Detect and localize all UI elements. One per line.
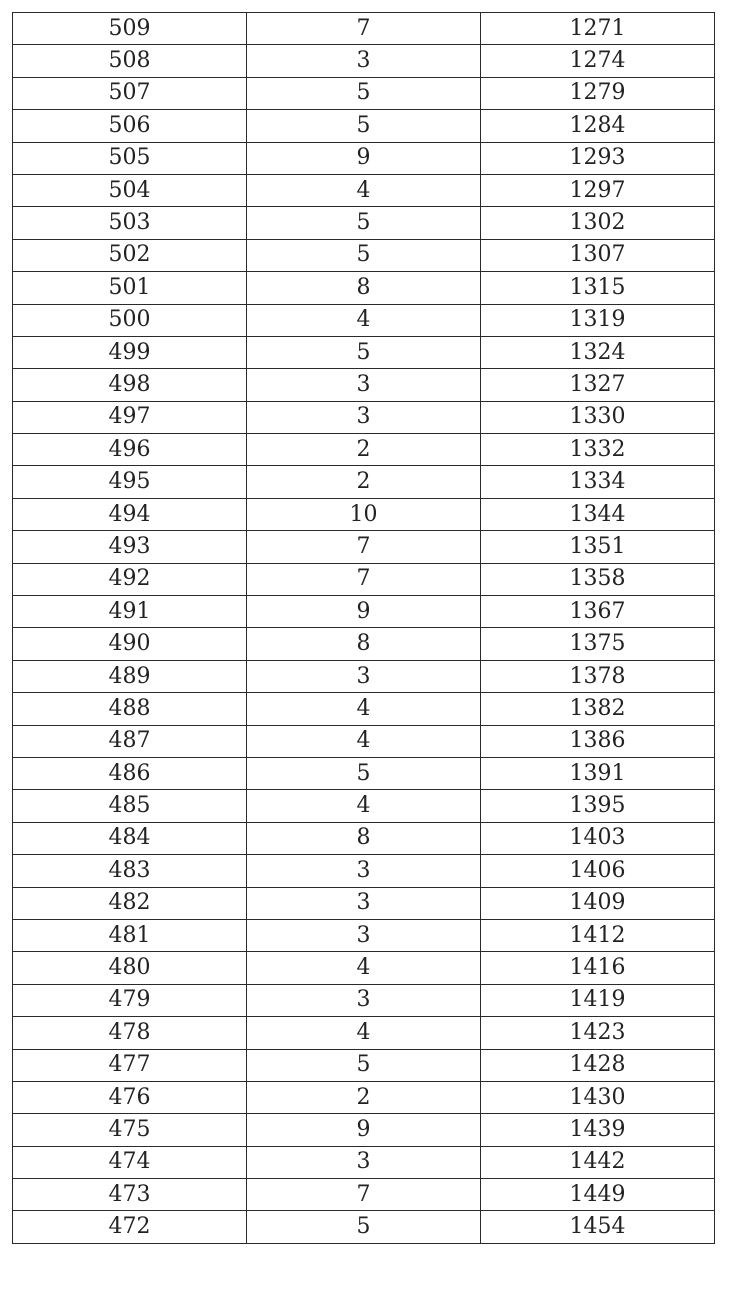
count-cell: 5 xyxy=(247,1211,481,1243)
table-row xyxy=(13,596,715,628)
table-row xyxy=(13,757,715,789)
cumulative-cell: 1307 xyxy=(481,239,715,271)
count-cell: 2 xyxy=(247,1081,481,1113)
table-row xyxy=(13,1211,715,1243)
score-cell: 480 xyxy=(13,952,247,984)
table-row xyxy=(13,45,715,77)
score-cell: 500 xyxy=(13,304,247,336)
table-row xyxy=(13,952,715,984)
table-row xyxy=(13,142,715,174)
score-cell: 494 xyxy=(13,498,247,530)
count-cell: 3 xyxy=(247,369,481,401)
cumulative-cell: 1391 xyxy=(481,757,715,789)
score-cell: 495 xyxy=(13,466,247,498)
score-cell: 497 xyxy=(13,401,247,433)
score-cell: 482 xyxy=(13,887,247,919)
cumulative-cell: 1297 xyxy=(481,174,715,206)
table-row xyxy=(13,984,715,1016)
table-row xyxy=(13,239,715,271)
count-cell: 3 xyxy=(247,855,481,887)
count-cell: 8 xyxy=(247,822,481,854)
score-cell: 506 xyxy=(13,110,247,142)
cumulative-cell: 1428 xyxy=(481,1049,715,1081)
table-row xyxy=(13,401,715,433)
count-cell: 7 xyxy=(247,1179,481,1211)
count-cell: 3 xyxy=(247,919,481,951)
score-cell: 473 xyxy=(13,1179,247,1211)
cumulative-cell: 1403 xyxy=(481,822,715,854)
table-row xyxy=(13,434,715,466)
count-cell: 4 xyxy=(247,174,481,206)
score-cell: 479 xyxy=(13,984,247,1016)
cumulative-cell: 1416 xyxy=(481,952,715,984)
table-row xyxy=(13,272,715,304)
score-cell: 487 xyxy=(13,725,247,757)
count-cell: 2 xyxy=(247,466,481,498)
score-cell: 498 xyxy=(13,369,247,401)
cumulative-cell: 1409 xyxy=(481,887,715,919)
table-row xyxy=(13,336,715,368)
cumulative-cell: 1442 xyxy=(481,1146,715,1178)
table-row xyxy=(13,1017,715,1049)
cumulative-cell: 1454 xyxy=(481,1211,715,1243)
table-row xyxy=(13,693,715,725)
table-row xyxy=(13,498,715,530)
score-cell: 476 xyxy=(13,1081,247,1113)
count-cell: 5 xyxy=(247,1049,481,1081)
count-cell: 4 xyxy=(247,304,481,336)
cumulative-cell: 1279 xyxy=(481,77,715,109)
count-cell: 8 xyxy=(247,628,481,660)
table-row xyxy=(13,1179,715,1211)
cumulative-cell: 1327 xyxy=(481,369,715,401)
table-row xyxy=(13,207,715,239)
table-row xyxy=(13,563,715,595)
count-cell: 3 xyxy=(247,1146,481,1178)
table-row xyxy=(13,531,715,563)
count-cell: 3 xyxy=(247,660,481,692)
cumulative-cell: 1284 xyxy=(481,110,715,142)
score-cell: 508 xyxy=(13,45,247,77)
score-cell: 483 xyxy=(13,855,247,887)
table-row xyxy=(13,887,715,919)
cumulative-cell: 1375 xyxy=(481,628,715,660)
cumulative-cell: 1367 xyxy=(481,596,715,628)
score-cell: 507 xyxy=(13,77,247,109)
cumulative-cell: 1423 xyxy=(481,1017,715,1049)
cumulative-cell: 1378 xyxy=(481,660,715,692)
score-cell: 490 xyxy=(13,628,247,660)
score-table-body xyxy=(13,13,715,1244)
cumulative-cell: 1351 xyxy=(481,531,715,563)
cumulative-cell: 1386 xyxy=(481,725,715,757)
count-cell: 5 xyxy=(247,207,481,239)
count-cell: 5 xyxy=(247,110,481,142)
table-row xyxy=(13,466,715,498)
cumulative-cell: 1332 xyxy=(481,434,715,466)
cumulative-cell: 1439 xyxy=(481,1114,715,1146)
count-cell: 10 xyxy=(247,498,481,530)
score-table xyxy=(12,12,715,1244)
count-cell: 2 xyxy=(247,434,481,466)
count-cell: 4 xyxy=(247,1017,481,1049)
score-cell: 484 xyxy=(13,822,247,854)
count-cell: 8 xyxy=(247,272,481,304)
count-cell: 9 xyxy=(247,142,481,174)
score-cell: 481 xyxy=(13,919,247,951)
count-cell: 7 xyxy=(247,13,481,45)
count-cell: 5 xyxy=(247,239,481,271)
table-row xyxy=(13,628,715,660)
count-cell: 5 xyxy=(247,757,481,789)
score-cell: 502 xyxy=(13,239,247,271)
cumulative-cell: 1449 xyxy=(481,1179,715,1211)
score-cell: 486 xyxy=(13,757,247,789)
count-cell: 4 xyxy=(247,790,481,822)
cumulative-cell: 1395 xyxy=(481,790,715,822)
cumulative-cell: 1302 xyxy=(481,207,715,239)
table-row xyxy=(13,110,715,142)
cumulative-cell: 1419 xyxy=(481,984,715,1016)
cumulative-cell: 1344 xyxy=(481,498,715,530)
cumulative-cell: 1319 xyxy=(481,304,715,336)
count-cell: 9 xyxy=(247,596,481,628)
count-cell: 3 xyxy=(247,401,481,433)
score-cell: 505 xyxy=(13,142,247,174)
score-cell: 489 xyxy=(13,660,247,692)
cumulative-cell: 1430 xyxy=(481,1081,715,1113)
count-cell: 4 xyxy=(247,725,481,757)
table-row xyxy=(13,13,715,45)
table-row xyxy=(13,822,715,854)
cumulative-cell: 1382 xyxy=(481,693,715,725)
count-cell: 9 xyxy=(247,1114,481,1146)
table-row xyxy=(13,1146,715,1178)
count-cell: 5 xyxy=(247,336,481,368)
table-row xyxy=(13,1049,715,1081)
table-row xyxy=(13,725,715,757)
score-cell: 496 xyxy=(13,434,247,466)
score-cell: 475 xyxy=(13,1114,247,1146)
score-cell: 503 xyxy=(13,207,247,239)
score-cell: 504 xyxy=(13,174,247,206)
table-row xyxy=(13,855,715,887)
score-cell: 509 xyxy=(13,13,247,45)
count-cell: 5 xyxy=(247,77,481,109)
count-cell: 7 xyxy=(247,563,481,595)
cumulative-cell: 1271 xyxy=(481,13,715,45)
cumulative-cell: 1330 xyxy=(481,401,715,433)
count-cell: 7 xyxy=(247,531,481,563)
count-cell: 4 xyxy=(247,952,481,984)
count-cell: 3 xyxy=(247,984,481,1016)
cumulative-cell: 1324 xyxy=(481,336,715,368)
count-cell: 3 xyxy=(247,887,481,919)
cumulative-cell: 1406 xyxy=(481,855,715,887)
score-cell: 493 xyxy=(13,531,247,563)
table-row xyxy=(13,790,715,822)
cumulative-cell: 1274 xyxy=(481,45,715,77)
table-row xyxy=(13,174,715,206)
table-row xyxy=(13,1114,715,1146)
score-cell: 492 xyxy=(13,563,247,595)
cumulative-cell: 1334 xyxy=(481,466,715,498)
table-row xyxy=(13,304,715,336)
cumulative-cell: 1293 xyxy=(481,142,715,174)
table-row xyxy=(13,77,715,109)
count-cell: 3 xyxy=(247,45,481,77)
table-row xyxy=(13,660,715,692)
table-row xyxy=(13,1081,715,1113)
score-cell: 474 xyxy=(13,1146,247,1178)
score-cell: 499 xyxy=(13,336,247,368)
score-cell: 477 xyxy=(13,1049,247,1081)
score-cell: 472 xyxy=(13,1211,247,1243)
score-cell: 485 xyxy=(13,790,247,822)
table-row xyxy=(13,369,715,401)
cumulative-cell: 1358 xyxy=(481,563,715,595)
score-cell: 491 xyxy=(13,596,247,628)
cumulative-cell: 1412 xyxy=(481,919,715,951)
cumulative-cell: 1315 xyxy=(481,272,715,304)
score-cell: 478 xyxy=(13,1017,247,1049)
score-cell: 501 xyxy=(13,272,247,304)
table-row xyxy=(13,919,715,951)
count-cell: 4 xyxy=(247,693,481,725)
score-cell: 488 xyxy=(13,693,247,725)
